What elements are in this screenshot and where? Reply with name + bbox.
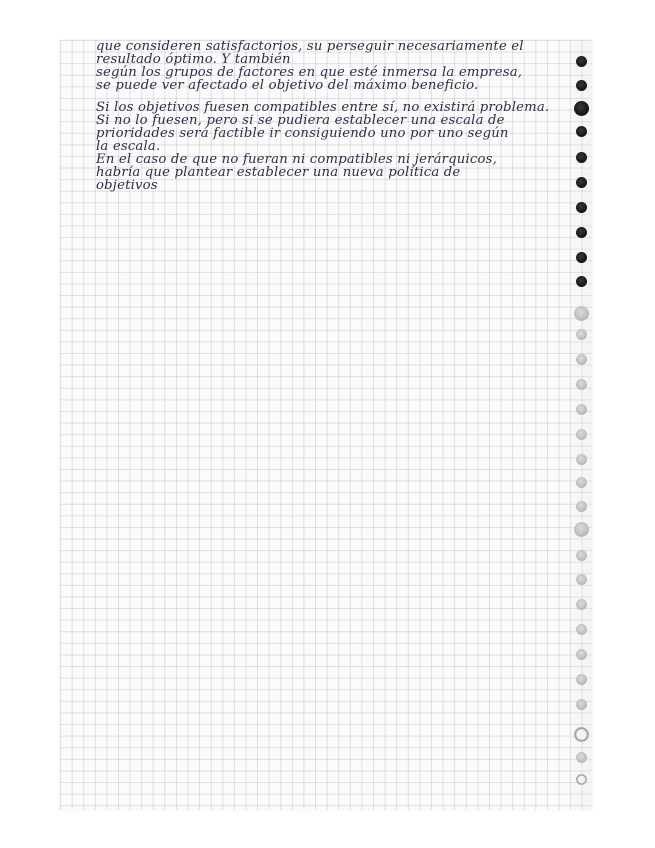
binder-hole xyxy=(576,624,587,635)
binder-hole xyxy=(576,252,587,263)
binder-hole xyxy=(576,379,587,390)
binder-hole xyxy=(576,599,587,610)
binder-hole xyxy=(576,227,587,238)
text-line: se puede ver afectado el objetivo del máximo beneficio. xyxy=(96,78,479,93)
binder-hole xyxy=(576,404,587,415)
text-line: según los grupos de factores en que esté inmersa la empresa, xyxy=(96,65,523,80)
text-line: habría que plantear establecer una nueva política de xyxy=(96,165,461,180)
binder-hole xyxy=(574,306,589,321)
binder-hole xyxy=(576,774,587,785)
text-line: la escala. xyxy=(96,139,161,154)
binder-hole xyxy=(576,329,587,340)
binder-holes xyxy=(568,44,598,789)
binder-hole xyxy=(576,126,587,137)
binder-hole xyxy=(576,574,587,585)
binder-hole xyxy=(576,649,587,660)
binder-hole xyxy=(574,727,589,742)
binder-hole xyxy=(576,177,587,188)
binder-hole xyxy=(576,80,587,91)
binder-hole xyxy=(576,152,587,163)
text-line: que consideren satisfactorios, su perseguir necesariamente el xyxy=(96,39,524,54)
binder-hole xyxy=(576,202,587,213)
text-line: En el caso de que no fueran ni compatibles ni jerárquicos, xyxy=(96,152,497,167)
binder-hole xyxy=(576,477,587,488)
text-line: prioridades será factible ir consiguiendo uno por uno según xyxy=(96,126,509,141)
text-line: Si no lo fuesen, pero si se pudiera establecer una escala de xyxy=(96,113,505,128)
text-line: resultado óptimo. Y también xyxy=(96,52,291,67)
binder-hole xyxy=(576,674,587,685)
text-line: objetivos xyxy=(96,178,158,193)
binder-hole xyxy=(576,752,587,763)
binder-hole xyxy=(576,429,587,440)
binder-hole xyxy=(576,276,587,287)
handwritten-text xyxy=(96,40,566,192)
binder-hole xyxy=(576,354,587,365)
binder-hole xyxy=(576,550,587,561)
binder-hole xyxy=(576,56,587,67)
binder-hole xyxy=(576,699,587,710)
text-line: Si los objetivos fuesen compatibles entre sí, no existirá problema. xyxy=(96,100,550,115)
binder-hole xyxy=(576,501,587,512)
binder-hole xyxy=(574,522,589,537)
binder-hole xyxy=(574,101,589,116)
binder-hole xyxy=(576,454,587,465)
